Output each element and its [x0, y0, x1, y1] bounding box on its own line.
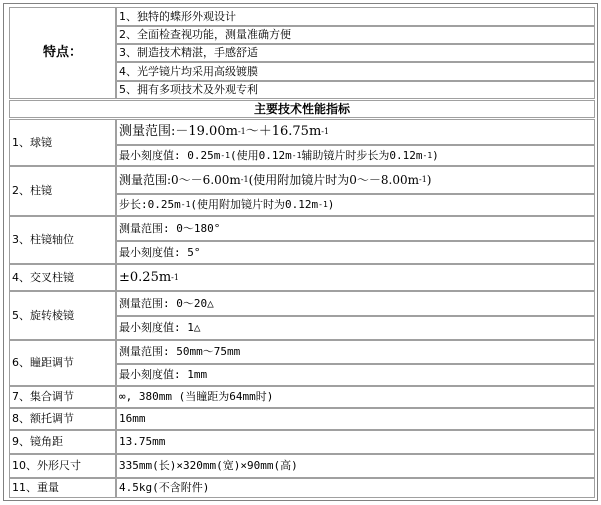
feature-item: 2、全面检查视功能，测量准确方便: [116, 26, 595, 44]
weight-value: 4.5kg(不含附件): [116, 478, 595, 498]
spec-label-forehead: 8、额托调节: [9, 408, 116, 430]
prism-step: 最小刻度值: 1△: [116, 316, 595, 340]
pd-step: 最小刻度值: 1mm: [116, 364, 595, 386]
spec-label-prism: 5、旋转棱镜: [9, 291, 116, 340]
spec-label-axis: 3、柱镜轴位: [9, 216, 116, 264]
feature-item: 1、独特的蝶形外观设计: [116, 7, 595, 26]
spec-label-weight: 11、重量: [9, 478, 116, 498]
forehead-value: 16mm: [116, 408, 595, 430]
axis-range: 测量范围: 0～180°: [116, 216, 595, 241]
spec-label-cross: 4、交叉柱镜: [9, 264, 116, 291]
convergence-value: ∞, 380mm (当瞳距为64mm时): [116, 386, 595, 408]
cross-value: ±0.25m -1: [116, 264, 595, 291]
feature-item: 4、光学镜片均采用高级镀膜: [116, 62, 595, 81]
prism-range: 测量范围: 0～20△: [116, 291, 595, 316]
axis-step: 最小刻度值: 5°: [116, 241, 595, 264]
sphere-step: 最小刻度值: 0.25m -1 (使用0.12m -1 辅助镜片时步长为0.12m -1 ): [116, 145, 595, 166]
spec-label-sphere: 1、球镜: [9, 119, 116, 166]
pd-range: 测量范围: 50mm～75mm: [116, 340, 595, 364]
spec-label-vertex: 9、镜角距: [9, 430, 116, 454]
features-label: 特点：: [9, 7, 116, 99]
spec-table: [3, 3, 598, 501]
spec-label-convergence: 7、集合调节: [9, 386, 116, 408]
vertex-value: 13.75mm: [116, 430, 595, 454]
sphere-range: 测量范围:－19.00m -1 ～＋16.75m -1: [116, 119, 595, 145]
size-value: 335mm(长)×320mm(宽)×90mm(高): [116, 454, 595, 478]
spec-label-pd: 6、瞳距调节: [9, 340, 116, 386]
spec-label-cylinder: 2、柱镜: [9, 166, 116, 216]
cylinder-step: 步长:0.25m -1 (使用附加镜片时为0.12m -1 ): [116, 194, 595, 216]
feature-item: 3、制造技术精湛，手感舒适: [116, 44, 595, 62]
spec-section-header: 主要技术性能指标: [9, 100, 595, 118]
spec-label-size: 10、外形尺寸: [9, 454, 116, 478]
feature-item: 5、拥有多项技术及外观专利: [116, 81, 595, 99]
cylinder-range: 测量范围:0～－6.00m -1 (使用附加镜片时为0～－8.00m -1 ): [116, 166, 595, 194]
